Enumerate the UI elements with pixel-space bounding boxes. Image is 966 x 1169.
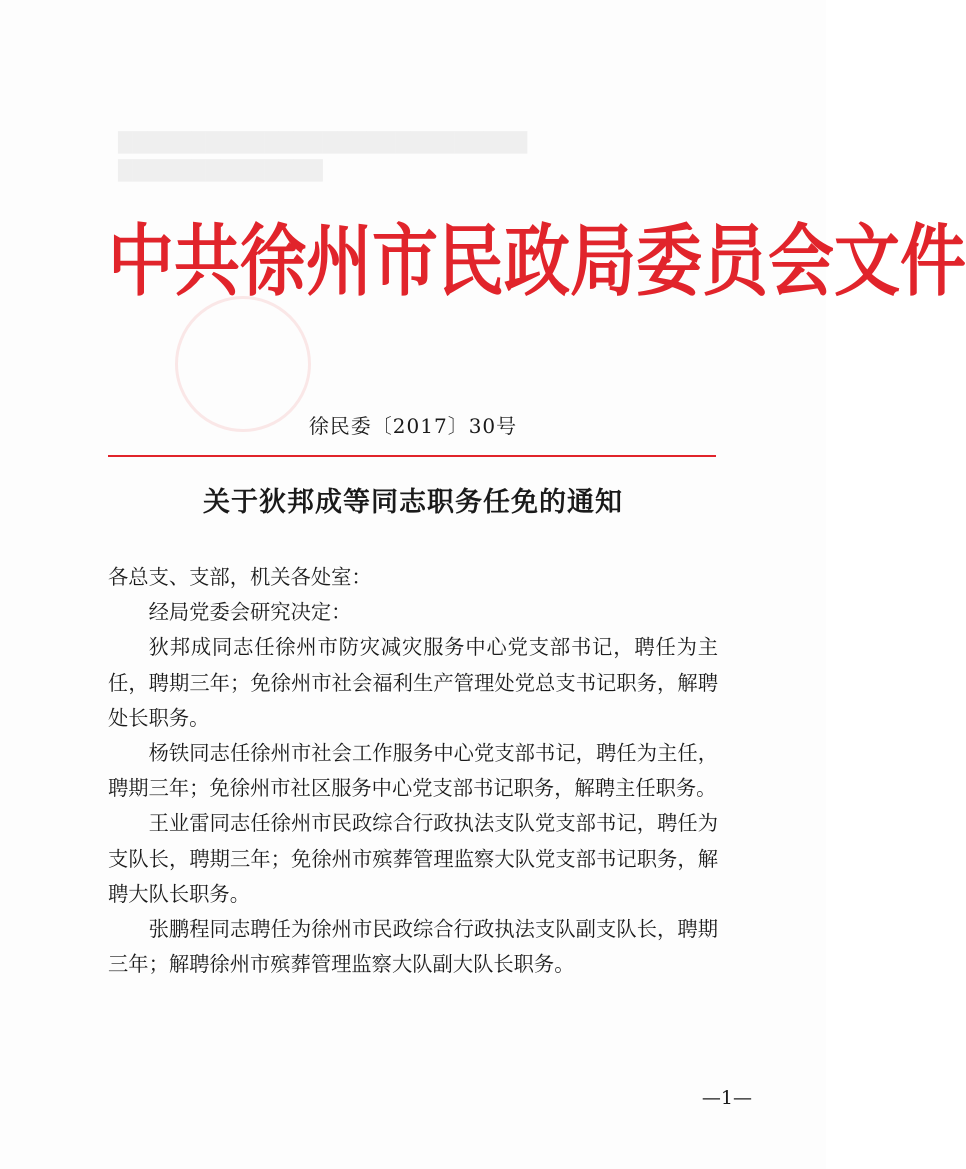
body-paragraph: 王业雷同志任徐州市民政综合行政执法支队党支部书记，聘任为支队长，聘期三年；免徐州市殡葬管理监察大队党支部书记职务，解聘大队长职务。 bbox=[108, 811, 718, 906]
body-paragraph: 张鹏程同志聘任为徐州市民政综合行政执法支队副支队长，聘期三年；解聘徐州市殡葬管理监察大队副大队长职务。 bbox=[108, 917, 718, 977]
page-number: —1— bbox=[701, 1087, 752, 1109]
recipients-line: 各总支、支部，机关各处室： bbox=[108, 565, 372, 589]
body-paragraph: 狄邦成同志任徐州市防灾减灾服务中心党支部书记，聘任为主任，聘期三年；免徐州市社会福利生产管理处党总支书记职务，解聘处长职务。 bbox=[108, 635, 718, 730]
notice-body bbox=[108, 560, 718, 982]
header-divider bbox=[108, 455, 716, 457]
body-paragraph: 杨铁同志任徐州市社会工作服务中心党支部书记，聘任为主任，聘期三年；免徐州市社区服务中心党支部书记职务，解聘主任职务。 bbox=[108, 741, 718, 801]
document-number: 徐民委〔2017〕30号 bbox=[308, 414, 518, 438]
bleed-through-text: ██████████████ bbox=[118, 160, 323, 182]
notice-title: 关于狄邦成等同志职务任免的通知 bbox=[203, 487, 623, 518]
body-paragraph: 经局党委会研究决定： bbox=[148, 600, 352, 625]
document-header-title: 中共徐州市民政局委员会文件 bbox=[108, 215, 966, 307]
bleed-through-text: ████████████████████████████ bbox=[118, 132, 528, 154]
